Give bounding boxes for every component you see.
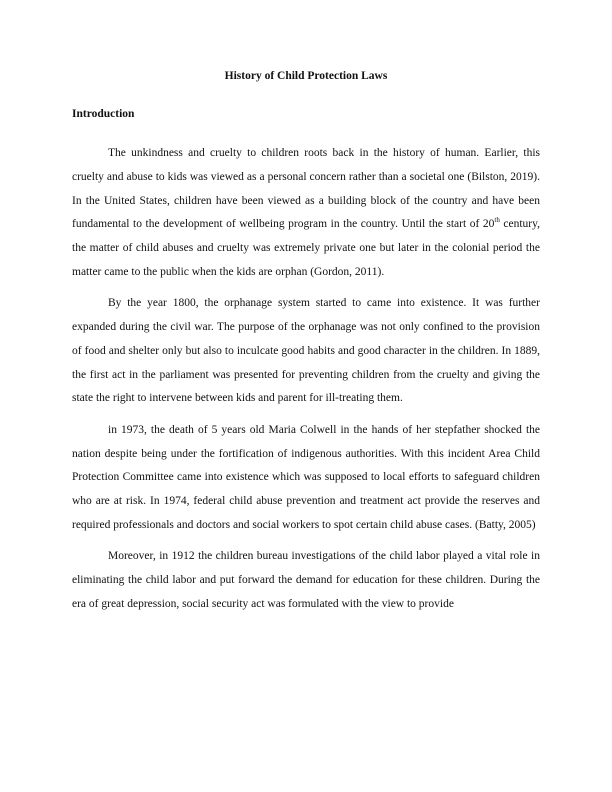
paragraph-1-text-a: The unkindness and cruelty to children roots back in the history of human. Earlier, this cruelty and abuse to kids was viewed as a personal concern rather than a societal one (Bilston, 2019). In the United States, children have been viewed as a building block of the country and have been fundamental to the development of wellbeing program in the country. Until the start of 20 bbox=[72, 147, 540, 231]
section-heading-introduction: Introduction bbox=[72, 108, 135, 120]
ordinal-suffix: th bbox=[494, 216, 500, 225]
body-text bbox=[72, 142, 540, 624]
paragraph-2: By the year 1800, the orphanage system started to came into existence. It was further expanded during the civil war. The purpose of the orphanage was not only confined to the provision of food and shelter only but also to inculcate good habits and good character in the children. In 1889, the first act in the parliament was presented for preventing children from the cruelty and giving the state the right to intervene between kids and parent for ill-treating them. bbox=[72, 297, 540, 405]
paragraph-4: Moreover, in 1912 the children bureau investigations of the child labor played a vital role in eliminating the child labor and put forward the demand for education for these children. During the era of great depression, social security act was formulated with the view to provide bbox=[72, 550, 540, 610]
paragraph-1-text-b: century, the matter of child abuses and cruelty was extremely private one but later in the colonial period the matter came to the public when the kids are orphan (Gordon, 2011). bbox=[72, 218, 540, 278]
paragraph-1 bbox=[72, 142, 540, 285]
document-title: History of Child Protection Laws bbox=[224, 70, 388, 82]
paragraph-3: in 1973, the death of 5 years old Maria Colwell in the hands of her stepfather shocked the nation despite being under the fortification of indigenous authorities. With this incident Area Child Protection Committee came into existence which was supposed to local efforts to safeguard children who are at risk. In 1974, federal child abuse prevention and treatment act provide the reserves and required professionals and doctors and social workers to spot certain child abuse cases. (Batty, 2005) bbox=[72, 423, 540, 531]
